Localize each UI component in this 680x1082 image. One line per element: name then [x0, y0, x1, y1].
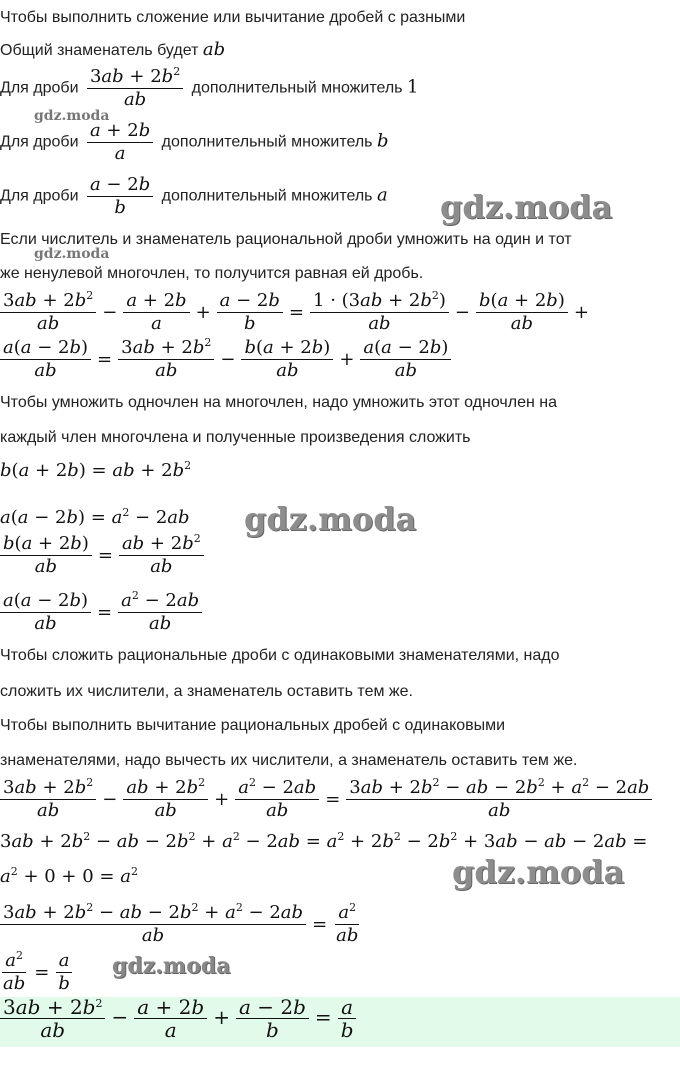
fraction-1-prefix: Для дроби — [0, 79, 79, 97]
watermark-logo: gdz.moda — [452, 853, 625, 891]
fraction-3-multiplier: a — [376, 184, 388, 206]
fraction-2-multiplier: b — [376, 130, 389, 152]
equation-monomial-1: b(a + 2b) = ab + $2b^2$ — [0, 459, 192, 481]
text-line-4 — [0, 120, 389, 165]
equation-simplify-numerator-line-2: $a^2 + 0 + 0 = a^2$ — [0, 865, 138, 887]
text-line-9: каждый член многочлена и полученные произведения сложить — [0, 429, 471, 446]
text-line-13: знаменателями, надо вычесть их числители, а знаменатель оставить тем же. — [0, 752, 578, 769]
equation-expansion-line-1: $\frac{3ab + 2b^2}{ab}$ − $\frac{a + 2b}{a}$ + $\frac{a - 2b}{b}$ = $\frac{1 \cdot (3ab + 2b^2)}{ab}$ − $\frac{b(a + 2b)}{ab}$ + — [0, 290, 595, 338]
equation-fraction-substitution-2: $\frac{a(a - 2b)}{ab}$ = $\frac{a^2 - 2ab}{ab}$ — [0, 590, 202, 636]
equation-fraction-substitution-1: $\frac{b(a + 2b)}{ab}$ = $\frac{ab + 2b^2}{ab}$ — [0, 533, 204, 585]
fraction-1-suffix: дополнительный множитель — [191, 79, 403, 97]
text-line-11: сложить их числители, а знаменатель оставить тем же. — [0, 683, 413, 700]
text-line-5 — [0, 174, 388, 219]
fraction-3-suffix: дополнительный множитель — [161, 187, 373, 205]
text-line-12: Чтобы выполнить вычитание рациональных дробей с одинаковыми — [0, 717, 506, 734]
equation-expansion-line-2: $\frac{a(a - 2b)}{ab}$ = $\frac{3ab + 2b^2}{ab}$ − $\frac{b(a + 2b)}{ab}$ + $\frac{a(a - 2b)}{ab}$ — [0, 337, 451, 383]
watermark-logo: gdz.moda — [34, 246, 110, 262]
watermark-logo: gdz.moda — [112, 953, 231, 979]
equation-simplify-numerator-line-1: $3ab + 2b^2$ − ab − $2b^2 + a^2 - 2ab = a^2 + 2b^2 - 2b^2 + 3ab$ − ab − 2ab = — [0, 830, 648, 852]
fraction-1-multiplier: 1 — [406, 76, 419, 98]
common-denominator-value: ab — [202, 39, 226, 60]
fraction-3: $\frac{a - 2b}{b}$ — [87, 174, 153, 219]
equation-reduce-fraction: $\frac{a^2}{ab}$ = $\frac{a}{b}$ — [0, 950, 73, 998]
equation-result-fraction: $\frac{3ab + 2b^2 - ab - 2b^2 + a^2 - 2ab}{ab}$ = $\frac{a^2}{ab}$ — [0, 902, 361, 954]
text-line-2 — [0, 40, 225, 61]
fraction-1: $\frac{3ab + 2b^2}{ab}$ — [87, 66, 183, 111]
watermark-logo: gdz.moda — [34, 108, 110, 124]
equation-final-answer: $\frac{3ab + 2b^2}{ab}$ − $\frac{a + 2b}{a}$ + $\frac{a - 2b}{b}$ = $\frac{a}{b}$ — [0, 996, 357, 1046]
equation-monomial-2: $a(a - 2b) = a^2 - 2ab$ — [0, 506, 190, 528]
text-line-3 — [0, 66, 418, 111]
text-line-1: Чтобы выполнить сложение или вычитание дробей с разными — [0, 9, 466, 26]
fraction-2: $\frac{a + 2b}{a}$ — [87, 120, 153, 165]
text-line-6: Если числитель и знаменатель рациональной дроби умножить на один и тот — [0, 231, 572, 248]
watermark-logo: gdz.moda — [440, 188, 613, 226]
equation-combined-fraction: $\frac{3ab + 2b^2}{ab}$ − $\frac{ab + 2b^2}{ab}$ + $\frac{a^2 - 2ab}{ab}$ = $\frac{3ab + 2b^2 - ab - 2b^2 + a^2 - 2ab}{ab}$ — [0, 777, 652, 825]
text-line-7: же ненулевой многочлен, то получится равная ей дробь. — [0, 265, 424, 282]
fraction-3-prefix: Для дроби — [0, 187, 79, 205]
common-denominator-label: Общий знаменатель будет — [0, 42, 199, 59]
text-line-10: Чтобы сложить рациональные дроби с одинаковыми знаменателями, надо — [0, 647, 560, 664]
watermark-logo: gdz.moda — [244, 500, 417, 538]
text-line-8: Чтобы умножить одночлен на многочлен, надо умножить этот одночлен на — [0, 394, 557, 411]
fraction-2-prefix: Для дроби — [0, 133, 79, 151]
fraction-2-suffix: дополнительный множитель — [161, 133, 373, 151]
